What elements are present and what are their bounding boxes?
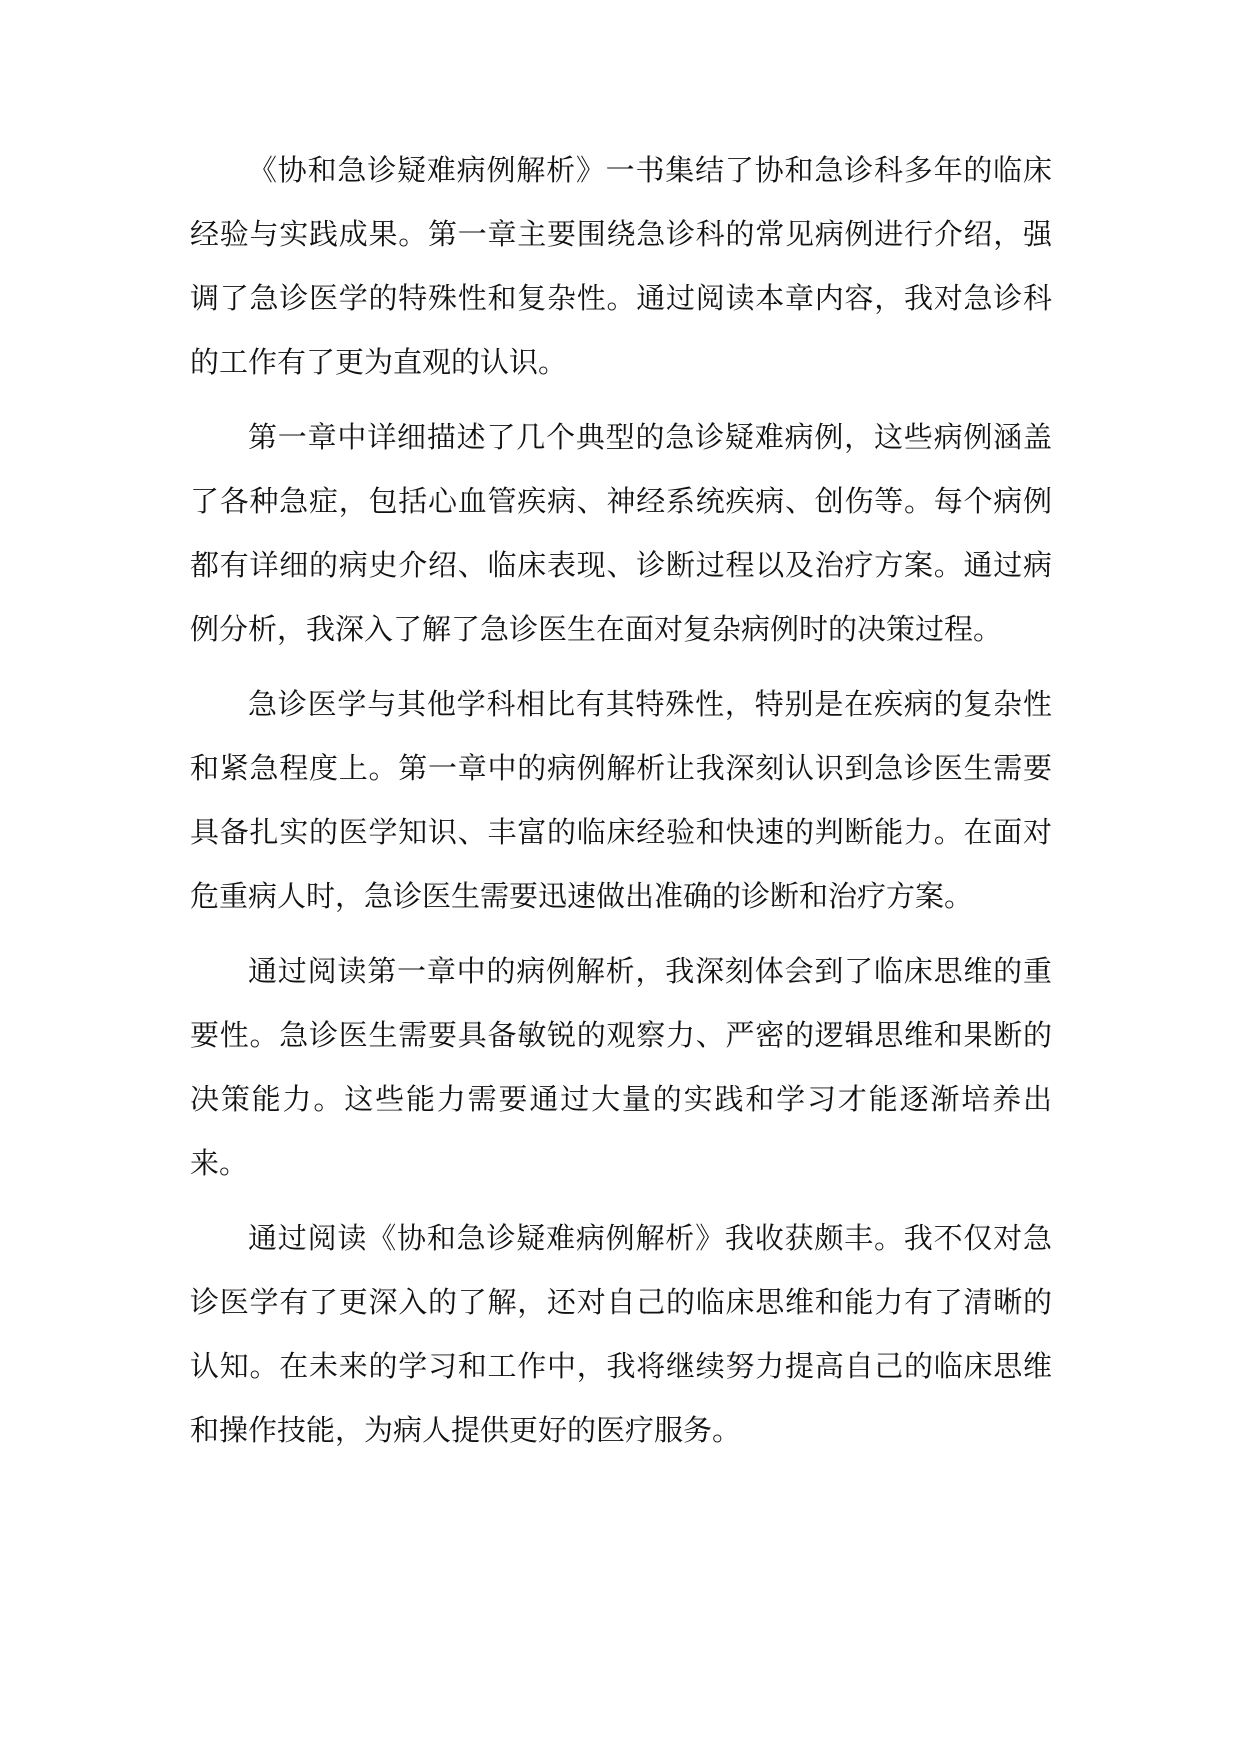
document-page — [190, 138, 1052, 1462]
paragraph-clinical-thinking: 通过阅读第一章中的病例解析，我深刻体会到了临床思维的重要性。急诊医生需要具备敏锐的观察力、严密的逻辑思维和果断的决策能力。这些能力需要通过大量的实践和学习才能逐渐培养出来。 — [190, 954, 1052, 1180]
paragraph-typical-cases: 第一章中详细描述了几个典型的急诊疑难病例，这些病例涵盖了各种急症，包括心血管疾病、神经系统疾病、创伤等。每个病例都有详细的病史介绍、临床表现、诊断过程以及治疗方案。通过病例分析，我深入了解了急诊医生在面对复杂病例时的决策过程。 — [190, 420, 1052, 646]
paragraph-intro: 《协和急诊疑难病例解析》一书集结了协和急诊科多年的临床经验与实践成果。第一章主要围绕急诊科的常见病例进行介绍，强调了急诊医学的特殊性和复杂性。通过阅读本章内容，我对急诊科的工作有了更为直观的认识。 — [190, 153, 1052, 379]
paragraph-conclusion: 通过阅读《协和急诊疑难病例解析》我收获颇丰。我不仅对急诊医学有了更深入的了解，还对自己的临床思维和能力有了清晰的认知。在未来的学习和工作中，我将继续努力提高自己的临床思维和操作技能，为病人提供更好的医疗服务。 — [190, 1221, 1052, 1447]
paragraph-emergency-specialty: 急诊医学与其他学科相比有其特殊性，特别是在疾病的复杂性和紧急程度上。第一章中的病例解析让我深刻认识到急诊医生需要具备扎实的医学知识、丰富的临床经验和快速的判断能力。在面对危重病人时，急诊医生需要迅速做出准确的诊断和治疗方案。 — [190, 687, 1052, 913]
